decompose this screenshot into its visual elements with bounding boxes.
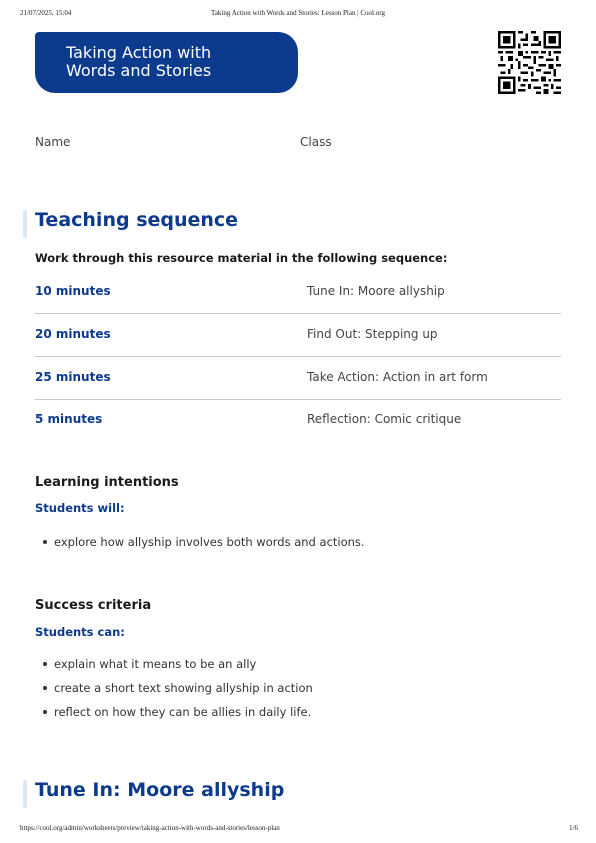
list-item: reflect on how they can be allies in daily life. bbox=[43, 705, 311, 719]
sequence-activity: Tune In: Moore allyship bbox=[307, 284, 445, 298]
bullet-icon bbox=[43, 686, 47, 690]
sequence-activity: Find Out: Stepping up bbox=[307, 327, 438, 341]
sequence-activity: Reflection: Comic critique bbox=[307, 412, 462, 426]
title-line-1: Taking Action with bbox=[66, 43, 212, 62]
qr-code-icon bbox=[498, 31, 561, 94]
print-header-title: Taking Action with Words and Stories: Lesson Plan | Cool.org bbox=[211, 9, 385, 17]
success-criteria-heading: Success criteria bbox=[35, 598, 152, 613]
print-footer-url: https://cool.org/admin/worksheets/preview/taking-action-with-words-and-stories/lesson-plan bbox=[20, 824, 280, 832]
name-field-label: Name bbox=[35, 135, 71, 149]
print-footer-page: 1/6 bbox=[569, 824, 578, 832]
title-line-2: Words and Stories bbox=[66, 61, 212, 80]
students-will-label: Students will: bbox=[35, 501, 125, 515]
sequence-duration: 5 minutes bbox=[35, 412, 103, 426]
sequence-row bbox=[35, 357, 561, 400]
section-accent-bar bbox=[23, 780, 27, 808]
learning-intentions-heading: Learning intentions bbox=[35, 475, 179, 490]
list-item: create a short text showing allyship in action bbox=[43, 681, 313, 695]
print-header-datetime: 21/07/2025, 15:04 bbox=[20, 9, 72, 17]
sequence-row bbox=[35, 271, 561, 314]
section-accent-bar bbox=[23, 210, 27, 238]
list-item: explore how allyship involves both words and actions. bbox=[43, 535, 365, 549]
list-item: explain what it means to be an ally bbox=[43, 657, 256, 671]
sequence-duration: 20 minutes bbox=[35, 327, 111, 341]
sequence-duration: 25 minutes bbox=[35, 370, 111, 384]
tune-in-heading: Tune In: Moore allyship bbox=[35, 779, 285, 801]
class-field-label: Class bbox=[300, 135, 332, 149]
bullet-icon bbox=[43, 662, 47, 666]
students-can-label: Students can: bbox=[35, 625, 125, 639]
teaching-sequence-heading: Teaching sequence bbox=[35, 209, 239, 231]
teaching-sequence-intro: Work through this resource material in the following sequence: bbox=[35, 251, 448, 265]
sequence-activity: Take Action: Action in art form bbox=[307, 370, 488, 384]
sequence-row bbox=[35, 314, 561, 357]
sequence-duration: 10 minutes bbox=[35, 284, 111, 298]
title-banner bbox=[35, 32, 298, 93]
bullet-icon bbox=[43, 540, 47, 544]
bullet-icon bbox=[43, 710, 47, 714]
sequence-row bbox=[35, 399, 561, 441]
